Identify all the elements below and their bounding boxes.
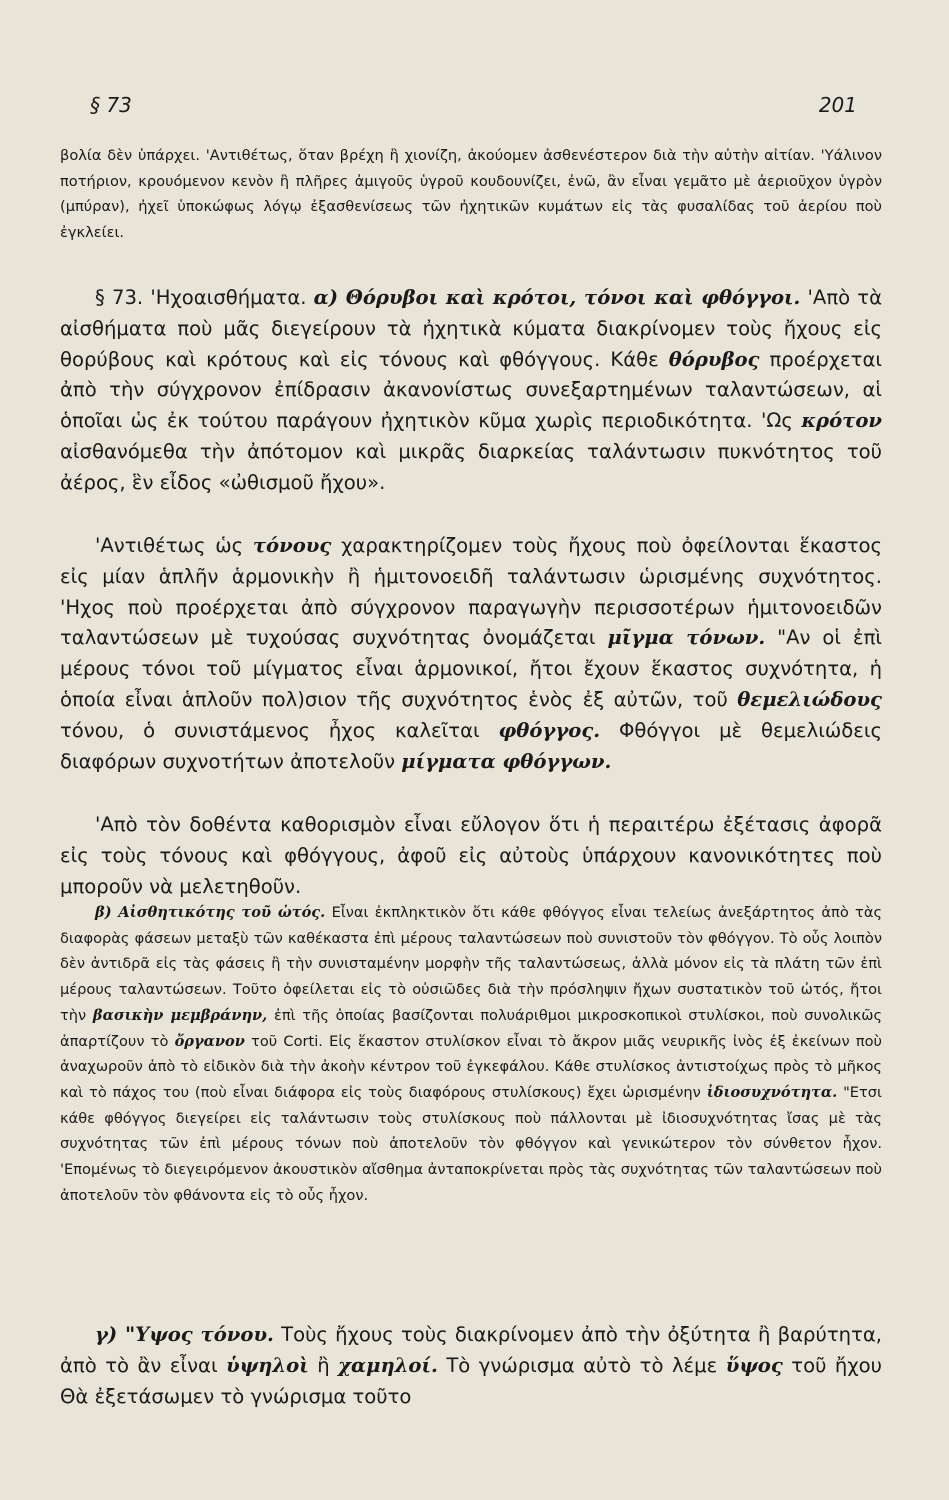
term-migma-tonon: μῖγμα τόνων. — [607, 626, 766, 650]
section-reference: § 73 — [90, 93, 132, 117]
term-thoryvos: θόρυβος — [668, 347, 760, 371]
term-idiosychnotita: ἰδιοσυχνότητα. — [706, 1083, 838, 1101]
term-ypsiloi: ὑψηλοὶ — [226, 1353, 309, 1377]
page-number: 201 — [818, 93, 857, 117]
term-migmata-fthoggon: μίγματα φθόγγων. — [401, 749, 612, 773]
section-number: § 73. — [95, 286, 144, 309]
term-organon: ὄργανον — [174, 1032, 245, 1050]
paragraph-tones: 'Αντιθέτως ὡς τόνους χαρακτηρίζομεν τοὺς ἤχους ποὺ ὀφείλονται ἕκαστος εἰς μίαν ἁπλῆν ἁρμονικὴν ἢ ἡμιτονοειδῆ ταλάντωσιν ὡρισμένης συχνότητος. 'Ηχος ποὺ προέρχεται ἀπὸ σύγχρονον παραγωγὴν περισσοτέρων ἡμιτονοειδῶν ταλαντώσεων μὲ τυχούσας συχνότητας ὀνομάζεται μῖγμα τόνων. "Αν οἱ ἐπὶ μέρους τόνοι τοῦ μίγματος εἶναι ἁρμονικοί, ἤτοι ἔχουν ἕκαστος συχνότητα, ἡ ὁποία εἶναι ἁπλοῦν πολ)σιον τῆς συχνότητος ἑνὸς ἐξ αὐτῶν, τοῦ θεμελιώδους τόνου, ὁ συνιστάμενος ἦχος καλεῖται φθόγγος. Φθόγγοι μὲ θεμελιώδεις διαφόρων συχνοτήτων ἀποτελοῦν μίγματα φθόγγων. — [60, 534, 883, 773]
subsection-a-title: α) Θόρυβοι καὶ κρότοι, τόνοι καὶ φθόγγοι. — [313, 286, 801, 309]
running-header — [90, 93, 857, 121]
term-kroton: κρότον — [801, 409, 882, 433]
term-ypsos: ὕψος — [725, 1353, 783, 1377]
section-73-intro: § 73. 'Ηχοαισθήματα. α) Θόρυβοι καὶ κρότοι, τόνοι καὶ φθόγγοι. 'Απὸ τὰ αἰσθήματα ποὺ μᾶς διεγείρουν τὰ ἠχητικὰ κύματα διακρίνομεν τοὺς ἤχους εἰς θορύβους καὶ κρότους καὶ εἰς τόνους καὶ φθόγγους. Κάθε θόρυβος προέρχεται ἀπὸ τὴν σύγχρονον ἐπίδρασιν ἀκανονίστως συνεξαρτημένων ταλαντώσεων, αἱ ὁποῖαι ὡς ἐκ τούτου παράγουν ἠχητικὸν κῦμα χωρὶς περιοδικότητα. 'Ως κρότον αἰσθανόμεθα τὴν ἀπότομον καὶ μικρᾶς διαρκείας ταλάντωσιν πυκνότητος τοῦ ἀέρος, ἓν εἶδος «ὠθισμοῦ ἤχου». — [60, 286, 883, 494]
subsection-c: γ) "Υψος τόνου. Τοὺς ἤχους τοὺς διακρίνομεν ἀπὸ τὴν ὀξύτητα ἢ βαρύτητα, ἀπὸ τὸ ἂν εἶναι ὑψηλοὶ ἢ χαμηλοί. Τὸ γνώρισμα αὐτὸ τὸ λέμε ὕψος τοῦ ἤχου Θὰ ἐξετάσωμεν τὸ γνώρισμα τοῦτο — [60, 1323, 882, 1408]
paragraph-conclusion: 'Απὸ τὸν δοθέντα καθορισμὸν εἶναι εὔλογον ὅτι ἡ περαιτέρω ἐξέτασις ἀφορᾶ εἰς τοὺς τόνους καὶ φθόγγους, ἀφοῦ εἰς αὐτοὺς ὑπάρχουν κανονικότητες ποὺ μποροῦν νὰ μελετηθοῦν. — [60, 813, 882, 898]
paragraph-continued: βολία δὲν ὑπάρχει. 'Αντιθέτως, ὅταν βρέχη ἢ χιονίζη, ἀκούομεν ἀσθενέστερον διὰ τὴν αὐτὴν αἰτίαν. 'Υάλινον ποτήριον, κρουόμενον κενὸν ἢ πλῆρες ἀμιγοῦς ὑγροῦ κουδουνίζει, ἐνῶ, ἂν εἶναι γεμᾶτο μὲ ἀεριοῦχον ὑγρὸν (μπύραν), ἠχεῖ ὑποκώφως λόγῳ ἐξασθενίσεως τῶν ἠχητικῶν κυμάτων εἰς τὰς φυσαλίδας τοῦ ἀερίου ποὺ ἐγκλείει. — [60, 147, 882, 242]
subsection-b: β) Αἰσθητικότης τοῦ ὠτός. Εἶναι ἐκπληκτικὸν ὅτι κάθε φθόγγος εἶναι τελείως ἀνεξάρτητος ἀπὸ τὰς διαφορὰς φάσεων μεταξὺ τῶν καθέκαστα ἐπὶ μέρους ταλαντώσεων ποὺ συνιστοῦν τὸν φθόγγον. Τὸ οὖς λοιπὸν δὲν ἀντιδρᾶ εἰς τὰς φάσεις ἢ τὴν συνισταμένην μορφὴν τῆς ταλαντώσεως, ἀλλὰ μόνον εἰς τὰ πλάτη τῶν ἐπὶ μέρους ταλαντώσεων. Τοῦτο ὀφείλεται εἰς τὸ οὐσιῶδες διὰ τὴν πρόσληψιν ἤχων συστατικὸν τοῦ ὠτός, ἤτοι τὴν βασικὴν μεμβράνην, ἐπὶ τῆς ὁποίας βασίζονται πολυάριθμοι μικροσκοπικοὶ στυλίσκοι, ποὺ συνολικῶς ἀπαρτίζουν τὸ ὄργανον τοῦ Corti. Εἰς ἕκαστον στυλίσκον εἶναι τὸ ἄκρον μιᾶς νευρικῆς ἰνὸς ἐξ ἐκείνων ποὺ ἀναχωροῦν ἀπὸ τὸ εἰδικὸν διὰ τὴν ἀκοὴν κέντρον τοῦ ἐγκεφάλου. Κάθε στυλίσκος ἀντιστοίχως πρὸς τὸ μῆκος καὶ τὸ πάχος του (ποὺ εἶναι διάφορα εἰς τοὺς διαφόρους στυλίσκους) ἔχει ὡρισμένην ἰδιοσυχνότητα. "Ετσι κάθε φθόγγος διεγείρει εἰς ταλάντωσιν τοὺς στυλίσκους ποὺ πάλλονται μὲ ἰδιοσυχνότητας ἴσας μὲ τὰς συχνότητας τῶν ἐπὶ μέρους τόνων ποὺ ἀποτελοῦν τὸν φθόγγον καὶ γενικώτερον τὸν σύνθετον ἦχον. 'Επομένως τὸ διεγειρόμενον ἀκουστικὸν αἴσθημα ἀνταποκρίνεται πρὸς τὰς συχνότητας τῶν ταλαντώσεων ποὺ ἀποτελοῦν τὸν φθάνοντα εἰς τὸ οὖς ἦχον. — [60, 904, 883, 1204]
term-fthoggos: φθόγγος. — [498, 718, 601, 742]
term-chamiloi: χαμηλοί. — [338, 1353, 438, 1377]
section-title: 'Ηχοαισθήματα. — [150, 286, 307, 309]
term-tonous: τόνους — [252, 534, 332, 557]
subsection-b-title: β) Αἰσθητικότης τοῦ ὠτός. — [95, 904, 326, 921]
term-themeliodous: θεμελιώδους — [737, 687, 882, 711]
term-vasiki-memvrani: βασικὴν μεμβράνην, — [92, 1006, 268, 1024]
subsection-c-title: γ) "Υψος τόνου. — [95, 1323, 274, 1346]
